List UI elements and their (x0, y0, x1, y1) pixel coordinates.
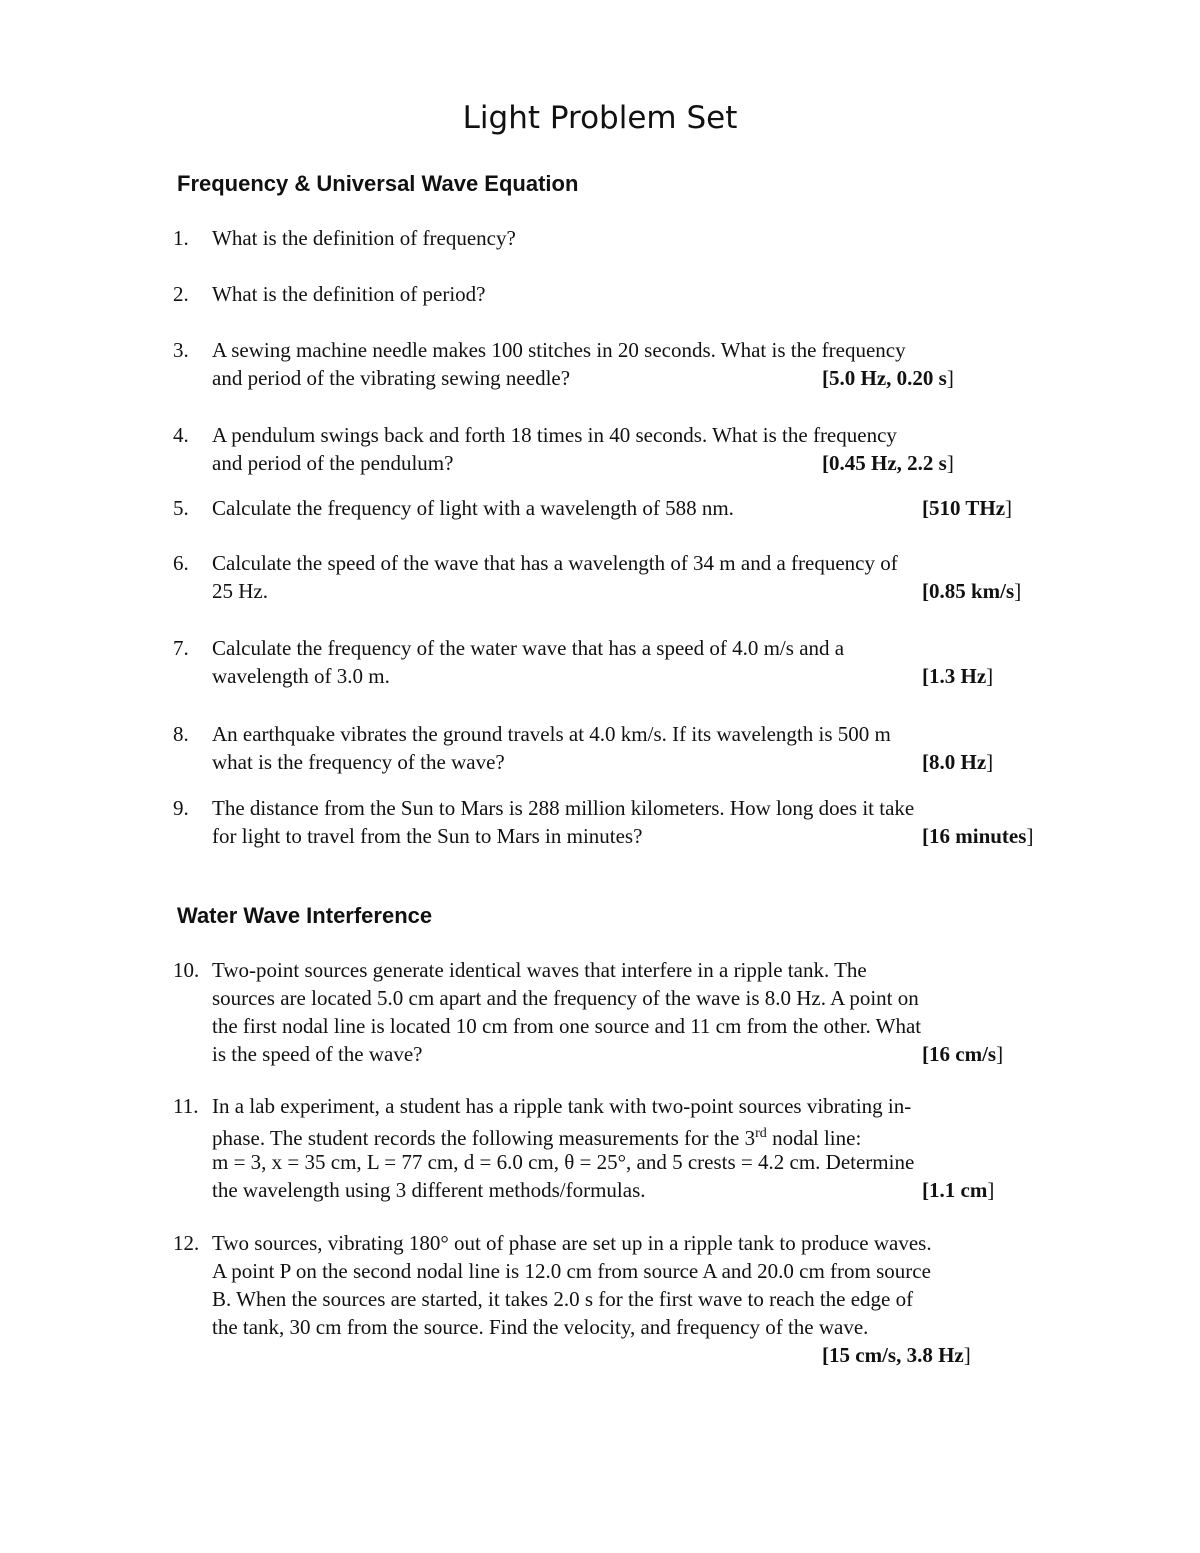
question-12 (173, 1229, 1033, 1369)
answer: [5.0 Hz, 0.20 s] (822, 366, 954, 390)
question-text-line: Calculate the speed of the wave that has a wavelength of 34 m and a frequency of (212, 551, 898, 575)
question-number: 5. (173, 496, 189, 520)
section-heading-frequency: Frequency & Universal Wave Equation (177, 171, 579, 196)
question-text-line: A pendulum swings back and forth 18 times in 40 seconds. What is the frequency (212, 423, 897, 447)
answer: [16 cm/s] (922, 1042, 1004, 1066)
question-text-line: Calculate the frequency of the water wave that has a speed of 4.0 m/s and a (212, 636, 845, 660)
answer: [8.0 Hz] (922, 750, 994, 774)
question-5 (173, 494, 1033, 522)
question-text-line (212, 1341, 1033, 1369)
question-text-line: what is the frequency of the wave? [8.0 Hz] (212, 750, 994, 774)
question-text-line: A point P on the second nodal line is 12.0 cm from source A and 20.0 cm from source (212, 1259, 931, 1283)
question-number: 11. (173, 1094, 199, 1118)
question-text-line: An earthquake vibrates the ground travels at 4.0 km/s. If its wavelength is 500 m (212, 722, 891, 746)
question-text-line: m = 3, x = 35 cm, L = 77 cm, d = 6.0 cm, θ = 25°, and 5 crests = 4.2 cm. Determine (212, 1150, 915, 1174)
question-number: 4. (173, 423, 189, 447)
question-text-line: The distance from the Sun to Mars is 288 million kilometers. How long does it take (212, 796, 915, 820)
question-text-line: the tank, 30 cm from the source. Find the velocity, and frequency of the wave. (212, 1315, 869, 1339)
question-3 (173, 336, 1033, 392)
question-10 (173, 956, 1033, 1068)
question-text-line: What is the definition of frequency? (212, 226, 516, 250)
answer: [1.1 cm] (922, 1178, 995, 1202)
question-text-line: phase. The student records the following measurements for the 3rd nodal line: (212, 1126, 862, 1150)
question-text-line: Two sources, vibrating 180° out of phase are set up in a ripple tank to produce waves. (212, 1231, 932, 1255)
question-number: 8. (173, 722, 189, 746)
question-number: 1. (173, 226, 189, 250)
question-number: 9. (173, 796, 189, 820)
question-number: 6. (173, 551, 189, 575)
answer: [0.45 Hz, 2.2 s] (822, 451, 954, 475)
section-heading-interference: Water Wave Interference (177, 903, 433, 928)
question-text-line: A sewing machine needle makes 100 stitches in 20 seconds. What is the frequency (212, 338, 906, 362)
question-text-line: the wavelength using 3 different methods/formulas. [1.1 cm] (212, 1178, 995, 1202)
question-text-line: Two-point sources generate identical waves that interfere in a ripple tank. The (212, 958, 867, 982)
question-text-line: B. When the sources are started, it takes 2.0 s for the first wave to reach the edge of (212, 1287, 914, 1311)
question-1 (173, 224, 1033, 252)
question-text-line: the first nodal line is located 10 cm from one source and 11 cm from the other. What (212, 1014, 922, 1038)
question-text-line: and period of the vibrating sewing needle? [5.0 Hz, 0.20 s] (212, 366, 954, 390)
question-8 (173, 720, 1033, 776)
question-4 (173, 421, 1033, 477)
answer: [15 cm/s, 3.8 Hz] (822, 1343, 971, 1367)
question-number: 3. (173, 338, 189, 362)
question-text-line: Calculate the frequency of light with a wavelength of 588 nm. [510 THz] (212, 496, 1013, 520)
question-text-line: for light to travel from the Sun to Mars in minutes? [16 minutes] (212, 824, 1034, 848)
question-number: 2. (173, 282, 189, 306)
question-9 (173, 794, 1033, 850)
answer: [16 minutes] (922, 824, 1034, 848)
question-text-line: and period of the pendulum? [0.45 Hz, 2.2 s] (212, 451, 954, 475)
question-2 (173, 280, 1033, 308)
question-7 (173, 634, 1033, 690)
question-number: 7. (173, 636, 189, 660)
question-text-line: In a lab experiment, a student has a ripple tank with two-point sources vibrating in- (212, 1094, 912, 1118)
answer: [1.3 Hz] (922, 664, 994, 688)
question-text-line: 25 Hz. [0.85 km/s] (212, 579, 1022, 603)
question-11 (173, 1092, 1033, 1204)
question-text-line: is the speed of the wave? [16 cm/s] (212, 1042, 1004, 1066)
answer: [0.85 km/s] (922, 579, 1022, 603)
question-text-line: sources are located 5.0 cm apart and the frequency of the wave is 8.0 Hz. A point on (212, 986, 919, 1010)
question-6 (173, 549, 1033, 605)
answer: [510 THz] (922, 496, 1013, 520)
question-number: 10. (173, 958, 200, 982)
page-title: Light Problem Set (462, 100, 738, 136)
question-number: 12. (173, 1231, 200, 1255)
question-text-line: wavelength of 3.0 m. [1.3 Hz] (212, 664, 994, 688)
question-text-line: What is the definition of period? (212, 282, 486, 306)
